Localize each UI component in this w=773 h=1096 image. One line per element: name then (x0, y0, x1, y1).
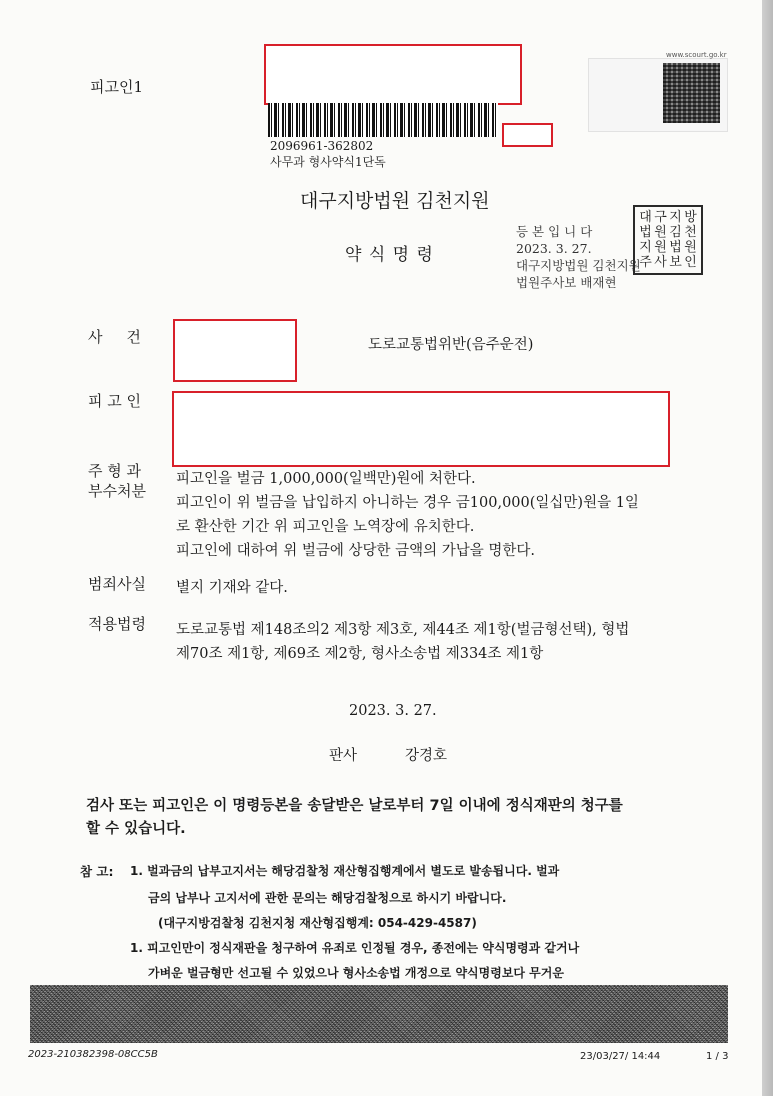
judge-name: 강경호 (405, 748, 448, 764)
case-label: 사 건 (88, 328, 141, 346)
clerk-line: 사무과 형사약식1단독 (270, 155, 386, 169)
sentence-line: 피고인이 위 벌금을 납입하지 아니하는 경우 금100,000(일십만)원을 1일 (176, 495, 639, 511)
scourt-url: www.scourt.go.kr (666, 51, 727, 59)
cert-officer: 법원주사보 배재현 (516, 275, 617, 290)
cert-date: 2023. 3. 27. (516, 241, 592, 256)
judge-title: 판사 (329, 748, 358, 764)
crime-label: 범죄사실 (88, 575, 146, 593)
reference-line: 1. 피고인만이 정식재판을 청구하여 유죄로 인정될 경우, 종전에는 약식명령과 같거나 (130, 941, 580, 955)
sentence-label: 주 형 과 부수처분 (88, 462, 146, 500)
sentence-line: 피고인을 벌금 1,000,000(일백만)원에 처한다. (176, 471, 476, 487)
reference-line: 1. 벌과금의 납부고지서는 해당검찰청 재산형집행계에서 별도로 발송됩니다. 벌과 (130, 864, 560, 878)
redaction-box (264, 44, 522, 105)
page-number: 1 / 3 (706, 1051, 729, 1062)
law-label: 적용법령 (88, 615, 146, 633)
sentence-line: 로 환산한 기간 위 피고인을 노역장에 유치한다. (176, 519, 475, 535)
decision-date: 2023. 3. 27. (349, 703, 437, 719)
redaction-box (502, 123, 553, 147)
redaction-box (172, 391, 670, 467)
reference-line: 금의 납부나 고지서에 관한 문의는 해당검찰청으로 하시기 바랍니다. (148, 891, 507, 905)
crime-text: 별지 기재와 같다. (176, 580, 288, 596)
case-name: 도로교통법위반(음주운전) (368, 337, 534, 353)
qr-code-icon (663, 63, 720, 123)
print-time: 23/03/27/ 14:44 (580, 1051, 661, 1062)
redaction-box (173, 319, 297, 382)
certification-block (516, 223, 641, 291)
page-edge (762, 0, 773, 1096)
document-id: 2023-210382398-08CC5B (28, 1049, 158, 1060)
barcode (268, 103, 498, 137)
reference-line: (대구지방검찰청 김천지청 재산형집행계: 054-429-4587) (158, 916, 477, 930)
court-seal-icon: 대 구 지 방 법 원 김 천 지 원 법 원 주 사 보 인 (633, 205, 703, 275)
defendant-number-label: 피고인1 (90, 78, 144, 96)
reference-line: 가벼운 벌금형만 선고될 수 있었으나 형사소송법 개정으로 약식명령보다 무거운 (148, 966, 564, 980)
barcode-number: 2096961-362802 (270, 139, 374, 153)
defendant-label: 피 고 인 (88, 392, 142, 410)
notice-line: 검사 또는 피고인은 이 명령등본을 송달받은 날로부터 7일 이내에 정식재판의 청구를 (86, 798, 623, 814)
cert-line: 등 본 입 니 다 (516, 224, 593, 239)
document-title: 약 식 명 령 (345, 245, 434, 265)
notice-line: 할 수 있습니다. (86, 821, 186, 837)
law-line: 도로교통법 제148조의2 제3항 제3호, 제44조 제1항(벌금형선택), 형법 (176, 622, 630, 638)
reference-label: 참 고: (80, 864, 114, 879)
security-pattern (30, 985, 728, 1043)
court-name: 대구지방법원 김천지원 (300, 190, 490, 212)
sentence-line: 피고인에 대하여 위 벌금에 상당한 금액의 가납을 명한다. (176, 543, 536, 559)
law-line: 제70조 제1항, 제69조 제2항, 형사소송법 제334조 제1항 (176, 646, 544, 662)
cert-court: 대구지방법원 김천지원 (516, 258, 641, 273)
